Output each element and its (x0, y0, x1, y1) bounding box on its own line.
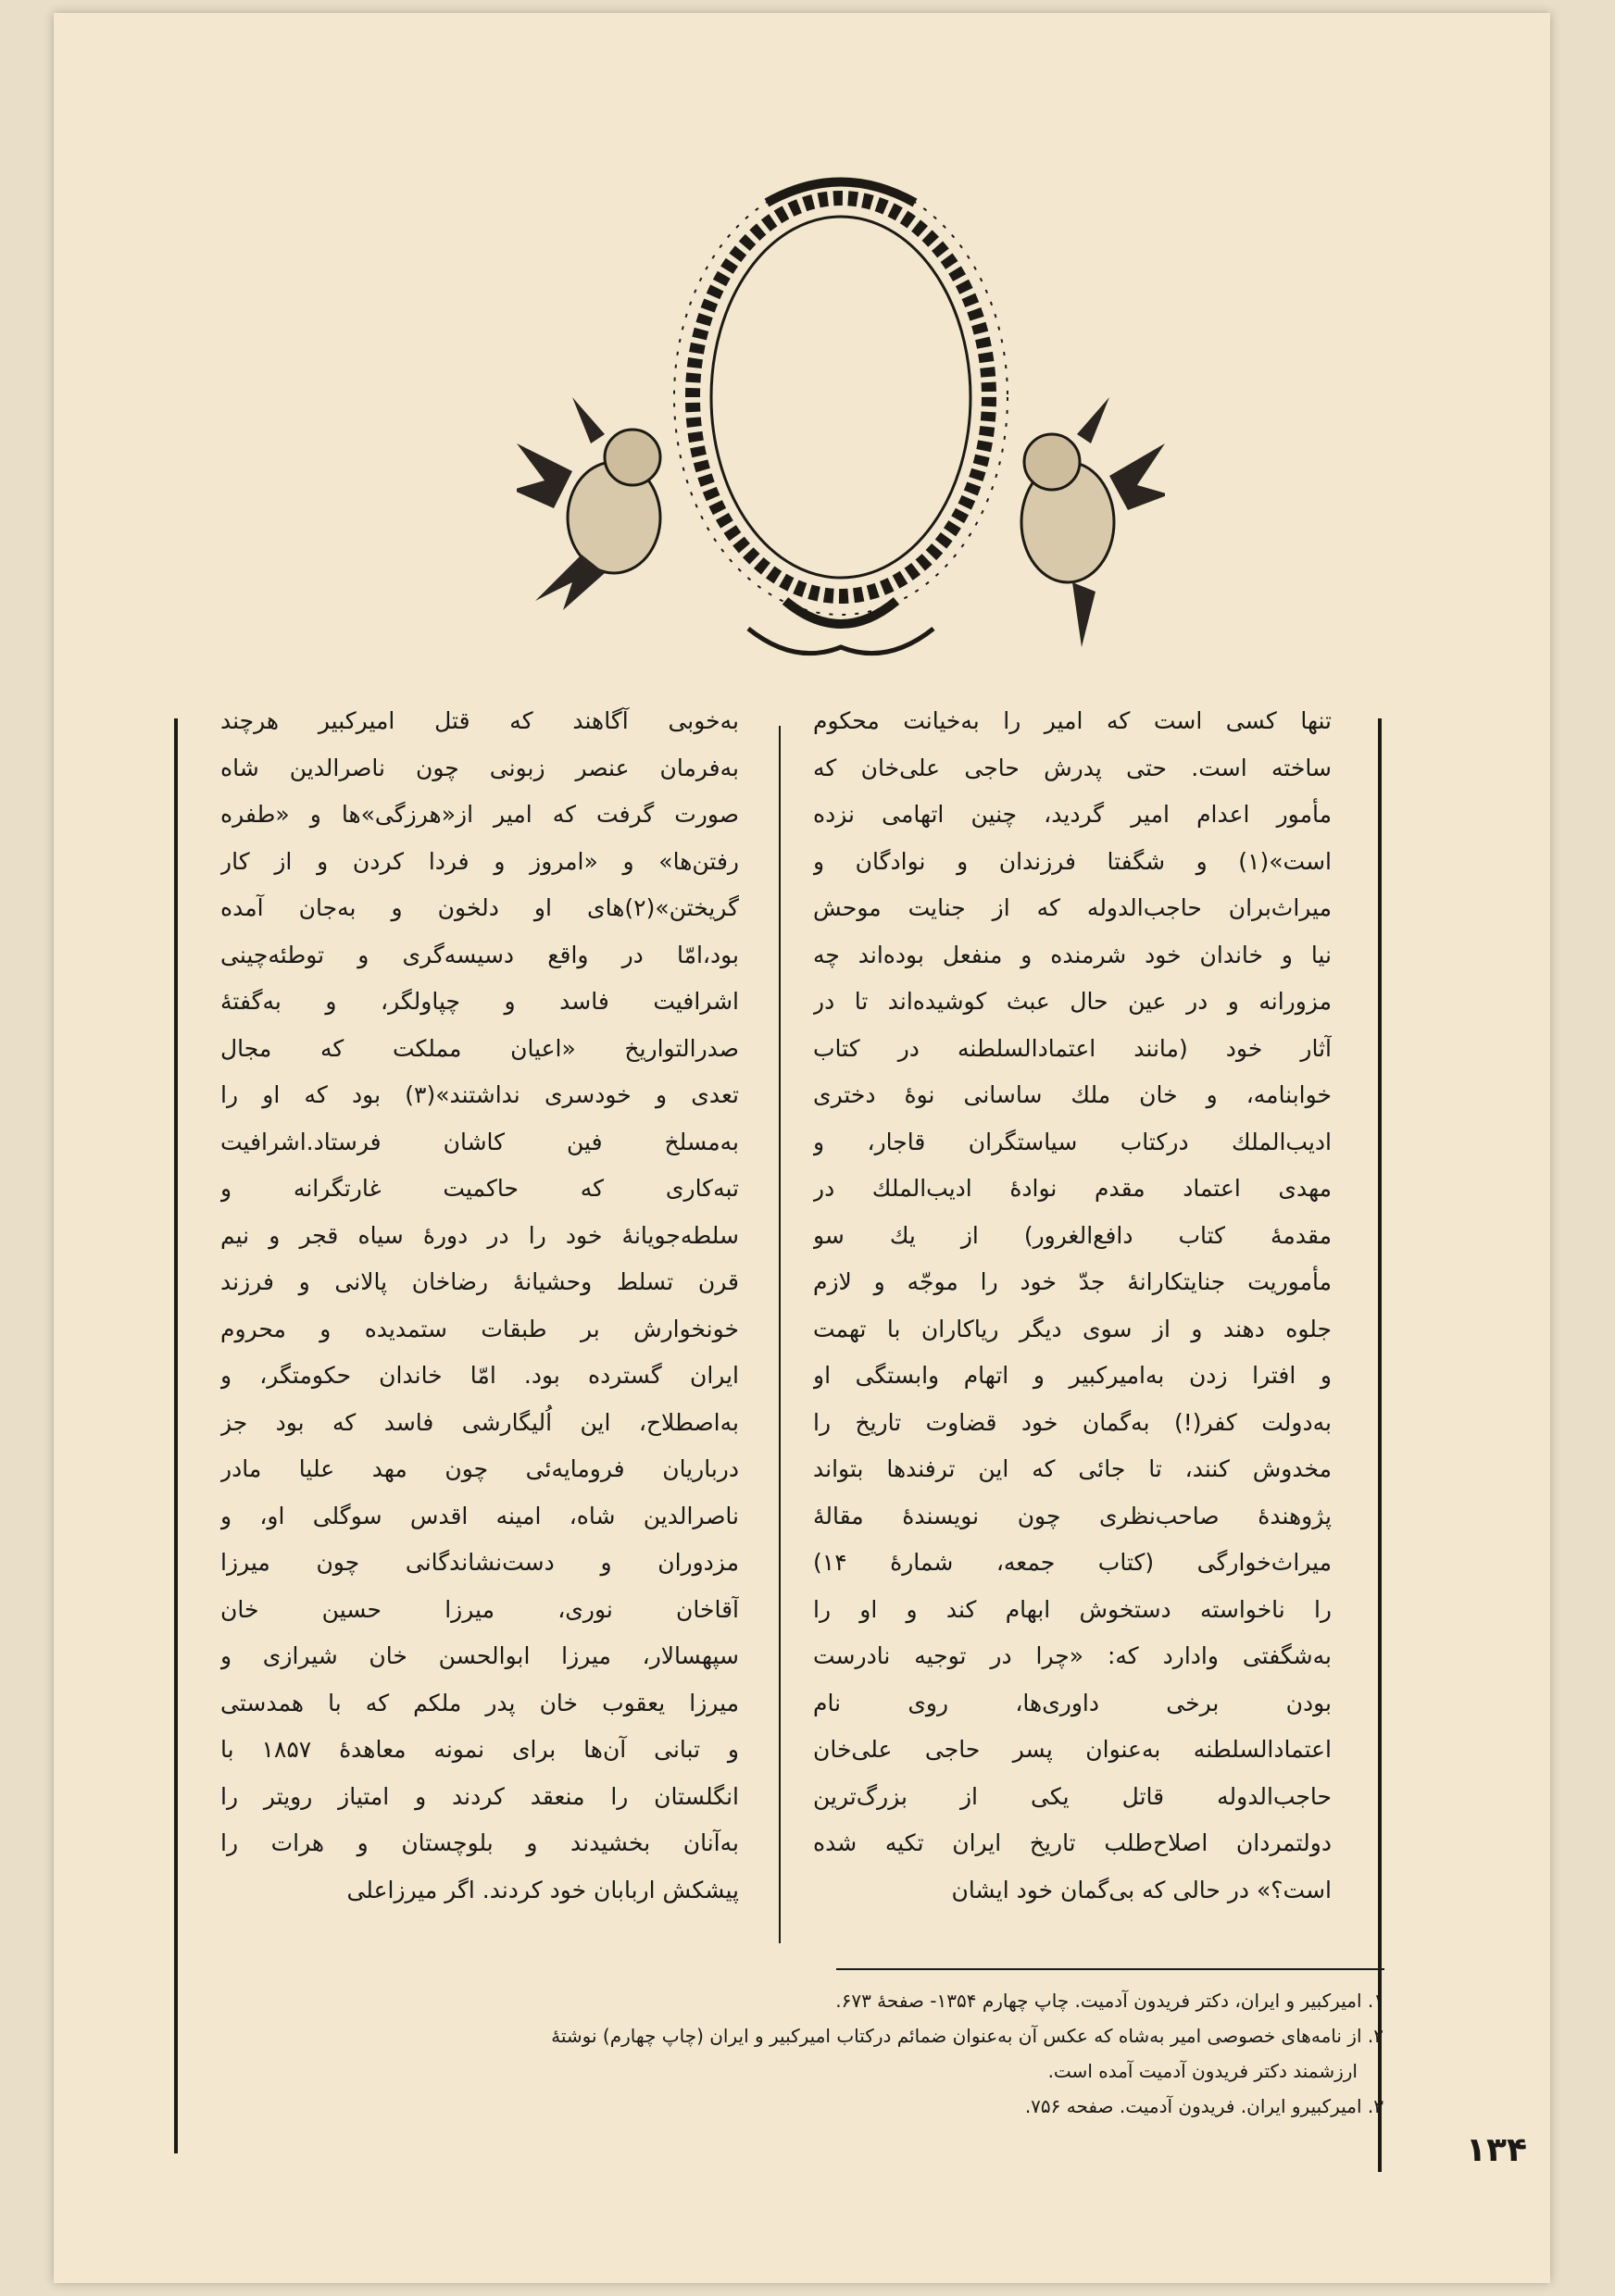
text-line: پیشکش اربابان خود کردند. اگر میرزاعلی (346, 1876, 739, 1903)
text-line: به‌مسلخ فین کاشان فرستاد.اشرافیت (220, 1128, 739, 1155)
text-line: بودن برخی داوری‌ها، روی نام (813, 1689, 1332, 1716)
text-line: مأمور اعدام امیر گردید، چنین اتهامی نزده (813, 801, 1332, 828)
footnote-2: ۲. از نامه‌های خصوصی امیر به‌شاه که عکس آن به‌عنوان ضمائم درکتاب امیرکبیر و ایران (چاپ چهارم) نوشتهٔ (551, 2025, 1383, 2047)
text-line: ایران گسترده بود. امّا خاندان حکومتگر، و (220, 1362, 739, 1389)
book-page (54, 13, 1550, 2283)
text-line: اشرافیت فاسد و چپاولگر، و به‌گفتهٔ (220, 988, 739, 1015)
text-line: ناصرالدین شاه، امینه اقدس سوگلی او، و (220, 1502, 739, 1529)
text-line: خونخوارش بر طبقات ستمدیده و محروم (220, 1315, 739, 1342)
text-line: بود،امّا در واقع دسیسه‌گری و توطئه‌چینی (220, 941, 739, 968)
text-line: را ناخواسته دستخوش ابهام کند و او را (813, 1595, 1332, 1623)
text-line: به‌آنان بخشیدند و بلوچستان و هرات را (220, 1829, 739, 1856)
left-cherub-icon (517, 397, 660, 610)
text-line: است؟» در حالی که بی‌گمان خود ایشان (951, 1876, 1332, 1903)
text-line: پژوهندهٔ صاحب‌نظری چون نویسندهٔ مقالهٔ (813, 1502, 1332, 1529)
text-line: ساخته است. حتی پدرش حاجی علی‌خان که (813, 754, 1332, 781)
footnote-1: ۱. امیرکبیر و ایران، دکتر فریدون آدمیت. چاپ چهارم ۱۳۵۴- صفحهٔ ۶۷۳. (835, 1990, 1383, 2012)
text-line: اعتمادالسلطنه به‌عنوان پسر حاجی علی‌خان (813, 1736, 1332, 1763)
column-divider (779, 726, 781, 1943)
text-line: انگلستان را منعقد کردند و امتیاز رویتر را (220, 1782, 739, 1810)
text-line: میراث‌خوارگی (کتاب جمعه، شمارهٔ ۱۴) (813, 1549, 1332, 1576)
text-line: آقاخان نوری، میرزا حسین خان (220, 1595, 739, 1623)
footnotes (276, 1983, 1383, 2124)
text-line: تنها کسی است که امیر را به‌خیانت محکوم (813, 707, 1332, 734)
left-column-rule (174, 718, 178, 2153)
right-cherub-icon (1021, 397, 1165, 647)
text-line: سلطه‌جویانهٔ خود را در دورهٔ سیاه قجر و نیم (220, 1221, 739, 1249)
text-line: مقدمهٔ کتاب دافع‌الغرور) از یك سو (813, 1221, 1332, 1249)
text-line: مهدی اعتماد مقدم نوادهٔ ادیب‌الملك در (813, 1175, 1332, 1202)
cherub-oval-frame-illustration (517, 166, 1165, 684)
text-line: دولتمردان اصلاح‌طلب تاریخ ایران تکیه شده (813, 1829, 1332, 1856)
text-line: آثار خود (مانند اعتمادالسلطنه در کتاب (813, 1034, 1332, 1062)
text-line: درباریان فرومایه‌ئی چون مهد علیا مادر (220, 1455, 739, 1482)
text-line: خوابنامه، و خان ملك ساسانی نوهٔ دختری (813, 1081, 1332, 1108)
page-number: ۱۳۴ (1466, 2131, 1527, 2169)
text-line: تعدی و خودسری نداشتند»(۳) بود که او را (220, 1081, 739, 1108)
text-line: است»(۱) و شگفتا فرزندان و نوادگان و (813, 847, 1332, 875)
text-line: به‌خوبی آگاهند که قتل امیرکبیر هرچند (220, 707, 739, 734)
text-line: نیا و خاندان خود شرمنده و منفعل بوده‌اند چه (813, 941, 1332, 968)
text-line: مأموریت جنایتکارانهٔ جدّ خود را موجّه و لازم (813, 1268, 1332, 1295)
text-line: میراث‌بران حاجب‌الدوله که از جنایت موحش (813, 894, 1332, 921)
text-line: مزورانه و در عین حال عبث کوشیده‌اند تا در (813, 988, 1332, 1015)
text-line: به‌دولت کفر(!) به‌گمان خود قضاوت تاریخ را (813, 1408, 1332, 1436)
text-line: قرن تسلط وحشیانهٔ رضاخان پالانی و فرزند (220, 1268, 739, 1295)
text-line: صورت گرفت که امیر از«هرزگی»ها و «طفره (220, 801, 739, 828)
footnote-divider (836, 1968, 1384, 1970)
text-line: حاجب‌الدوله قاتل یکی از بزرگ‌ترین (813, 1782, 1332, 1810)
text-line: مخدوش کنند، تا جائی که این ترفندها بتواند (813, 1455, 1332, 1482)
text-line: صدرالتواریخ «اعیان مملکت که مجال (220, 1034, 739, 1062)
text-line: ادیب‌الملك درکتاب سیاستگران قاجار، و (813, 1128, 1332, 1155)
footnote-3: ۳. امیرکبیرو ایران. فریدون آدمیت. صفحه ۷۵۶. (1024, 2095, 1383, 2117)
text-line: میرزا یعقوب خان پدر ملکم که با همدستی (220, 1689, 739, 1716)
left-text-column (220, 698, 739, 1914)
right-text-column (813, 698, 1332, 1914)
text-line: به‌شگفتی وادارد که: «چرا در توجیه نادرست (813, 1642, 1332, 1669)
text-line: به‌فرمان عنصر زبونی چون ناصرالدین شاه (220, 754, 739, 781)
text-line: و افترا زدن به‌امیرکبیر و اتهام وابستگی او (813, 1362, 1332, 1389)
text-line: تبه‌کاری که حاکمیت غارتگرانه و (220, 1175, 739, 1202)
text-line: رفتن‌ها» و «امروز و فردا کردن و از کار (220, 847, 739, 875)
text-line: مزدوران و دست‌نشاندگانی چون میرزا (220, 1549, 739, 1576)
text-line: سپهسالار، میرزا ابوالحسن خان شیرازی و (220, 1642, 739, 1669)
text-line: و تبانی آن‌ها برای نمونه معاهدهٔ ۱۸۵۷ با (220, 1736, 739, 1763)
text-line: به‌اصطلاح، این اُلیگارشی فاسد که بود جز (220, 1408, 739, 1436)
footnote-2-continued: ارزشمند دکتر فریدون آدمیت آمده است. (1047, 2060, 1358, 2082)
text-line: جلوه دهند و از سوی دیگر ریاکاران با تهمت (813, 1315, 1332, 1342)
text-line: گریختن»(۲)های او دلخون و به‌جان آمده (220, 894, 739, 921)
right-column-rule (1378, 718, 1382, 2172)
